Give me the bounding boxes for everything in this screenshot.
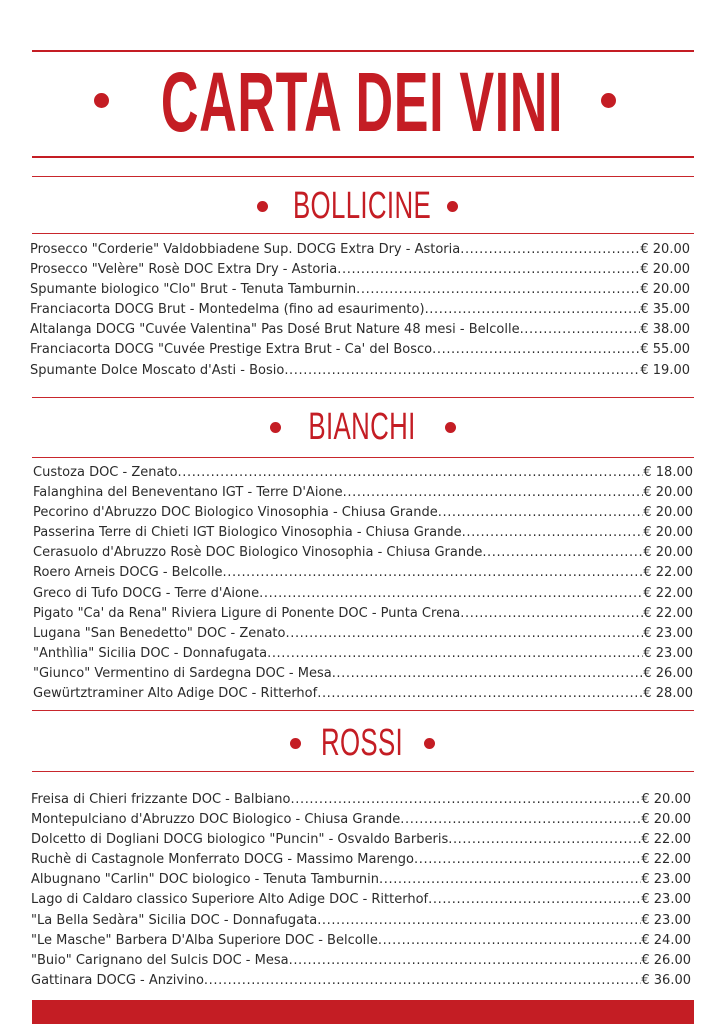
wine-name: Prosecco "Corderie" Valdobbiadene Sup. DOCG Extra Dry - Astoria	[30, 242, 461, 257]
wine-price: € 26.00	[641, 952, 691, 968]
bollicine-end-rule	[32, 397, 694, 398]
dot-leader	[378, 933, 641, 948]
dot-leader	[343, 485, 644, 500]
wine-name: Gattinara DOCG - Anzivino	[31, 972, 204, 988]
wine-price: € 22.00	[643, 605, 693, 621]
title-left-bullet	[94, 93, 109, 108]
wine-name: Spumante biologico "Clo" Brut - Tenuta Tamburnin	[30, 282, 357, 298]
dot-leader	[267, 646, 643, 661]
wine-row	[33, 606, 693, 626]
dot-leader	[337, 262, 640, 277]
wine-row	[33, 686, 693, 706]
bianchi-end-rule	[32, 710, 694, 711]
wine-price: € 20.00	[643, 485, 693, 501]
wine-price: € 20.00	[641, 792, 691, 807]
wine-name: Dolcetto di Dogliani DOCG biologico "Puncin" - Osvaldo Barberis	[31, 832, 449, 848]
wine-row	[30, 342, 690, 362]
wine-price: € 22.00	[643, 565, 693, 581]
wine-row	[30, 242, 690, 262]
wine-row	[33, 586, 693, 606]
wine-price: € 23.00	[641, 872, 691, 888]
dot-leader	[460, 242, 640, 257]
section-heading-bollicine: BOLLICINE	[292, 185, 432, 227]
dot-leader	[438, 505, 644, 520]
dot-leader	[259, 586, 643, 601]
wine-name: Passerina Terre di Chieti IGT Biologico Vinosophia - Chiusa Grande	[33, 525, 462, 541]
wine-row	[33, 465, 693, 485]
section-heading-rossi: ROSSI	[320, 722, 404, 764]
wine-price: € 20.00	[641, 812, 691, 828]
wine-name: Lugana "San Benedetto" DOC - Zenato	[33, 625, 286, 641]
wine-price: € 23.00	[643, 645, 693, 661]
wine-price: € 20.00	[643, 545, 693, 561]
bianchi-wine-list	[33, 465, 693, 706]
dot-leader	[204, 973, 641, 988]
bollicine-right-bullet	[447, 201, 458, 212]
wine-price: € 20.00	[640, 282, 690, 298]
wine-price: € 20.00	[643, 525, 693, 541]
wine-price: € 22.00	[643, 585, 693, 601]
wine-row	[31, 832, 691, 852]
dot-leader	[356, 282, 640, 297]
wine-price: € 24.00	[641, 932, 691, 948]
dot-leader	[178, 465, 644, 480]
bianchi-bottom-rule	[32, 457, 694, 458]
wine-price: € 36.00	[641, 972, 691, 988]
title-top-rule	[32, 50, 694, 52]
wine-row	[33, 565, 693, 585]
dot-leader	[284, 363, 640, 378]
wine-row	[33, 626, 693, 646]
wine-name: Ruchè di Castagnole Monferrato DOCG - Massimo Marengo	[31, 852, 414, 868]
wine-name: Altalanga DOCG "Cuvée Valentina" Pas Dosé Brut Nature 48 mesi - Belcolle	[30, 322, 520, 338]
wine-name: Custoza DOC - Zenato	[33, 465, 178, 480]
bollicine-bottom-rule	[32, 233, 694, 234]
wine-price: € 38.00	[640, 322, 690, 338]
wine-name: Lago di Caldaro classico Superiore Alto Adige DOC - Ritterhof	[31, 892, 429, 908]
wine-price: € 55.00	[640, 342, 690, 358]
wine-name: Roero Arneis DOCG - Belcolle	[33, 565, 223, 581]
page-title: CARTA DEI VINI	[160, 55, 564, 149]
wine-row	[30, 363, 690, 383]
rossi-right-bullet	[424, 738, 435, 749]
wine-price: € 18.00	[643, 465, 693, 480]
wine-name: Pigato "Ca' da Rena" Riviera Ligure di Ponente DOC - Punta Crena	[33, 605, 461, 621]
wine-row	[30, 262, 690, 282]
rossi-wine-list	[31, 792, 691, 993]
dot-leader	[448, 832, 641, 847]
wine-row	[31, 973, 691, 993]
dot-leader	[332, 666, 644, 681]
wine-price: € 22.00	[641, 832, 691, 848]
dot-leader	[425, 302, 641, 317]
wine-name: Freisa di Chieri frizzante DOC - Balbiano	[31, 792, 291, 807]
title-bottom-rule	[32, 156, 694, 158]
wine-row	[31, 953, 691, 973]
dot-leader	[379, 872, 641, 887]
wine-price: € 20.00	[640, 262, 690, 278]
footer-bar	[32, 1000, 694, 1024]
bollicine-top-rule	[32, 176, 694, 177]
wine-name: Greco di Tufo DOCG - Terre d'Aione	[33, 585, 260, 601]
dot-leader	[462, 525, 644, 540]
wine-price: € 28.00	[643, 686, 693, 702]
wine-row	[33, 485, 693, 505]
dot-leader	[520, 322, 641, 337]
wine-row	[31, 913, 691, 933]
wine-name: Montepulciano d'Abruzzo DOC Biologico - Chiusa Grande	[31, 812, 401, 828]
wine-name: Pecorino d'Abruzzo DOC Biologico Vinosophia - Chiusa Grande	[33, 505, 438, 521]
wine-row	[31, 812, 691, 832]
wine-name: "La Bella Sedàra" Sicilia DOC - Donnafugata	[31, 912, 318, 928]
wine-name: Franciacorta DOCG "Cuvée Prestige Extra Brut - Ca' del Bosco	[30, 342, 433, 358]
wine-name: "Anthìlia" Sicilia DOC - Donnafugata	[33, 645, 268, 661]
wine-price: € 23.00	[641, 912, 691, 928]
wine-price: € 23.00	[641, 892, 691, 908]
wine-price: € 22.00	[641, 852, 691, 868]
wine-name: Prosecco "Velère" Rosè DOC Extra Dry - Astoria	[30, 262, 338, 278]
wine-row	[33, 545, 693, 565]
wine-name: Gewürtztraminer Alto Adige DOC - Ritterhof	[33, 686, 318, 702]
wine-row	[31, 892, 691, 912]
wine-price: € 26.00	[643, 665, 693, 681]
bianchi-right-bullet	[445, 422, 456, 433]
wine-row	[33, 646, 693, 666]
dot-leader	[428, 892, 641, 907]
wine-row	[33, 666, 693, 686]
wine-name: "Giunco" Vermentino di Sardegna DOC - Mesa	[33, 665, 332, 681]
dot-leader	[432, 342, 640, 357]
dot-leader	[482, 545, 643, 560]
wine-row	[33, 525, 693, 545]
wine-row	[30, 282, 690, 302]
dot-leader	[414, 852, 641, 867]
wine-row	[31, 872, 691, 892]
rossi-bottom-rule	[32, 771, 694, 772]
wine-name: Franciacorta DOCG Brut - Montedelma (fino ad esaurimento)	[30, 302, 425, 318]
section-heading-bianchi: BIANCHI	[308, 406, 416, 448]
wine-row	[30, 322, 690, 342]
title-right-bullet	[601, 93, 616, 108]
dot-leader	[317, 913, 641, 928]
wine-price: € 23.00	[643, 625, 693, 641]
wine-name: Spumante Dolce Moscato d'Asti - Bosio	[30, 362, 285, 378]
wine-name: Albugnano "Carlin" DOC biologico - Tenuta Tamburnin	[31, 872, 379, 888]
wine-row	[31, 852, 691, 872]
wine-price: € 19.00	[640, 362, 690, 378]
dot-leader	[400, 812, 641, 827]
dot-leader	[289, 953, 642, 968]
dot-leader	[291, 792, 642, 807]
wine-price: € 20.00	[643, 505, 693, 521]
wine-name: "Buio" Carignano del Sulcis DOC - Mesa	[31, 952, 289, 968]
dot-leader	[460, 606, 643, 621]
wine-name: Cerasuolo d'Abruzzo Rosè DOC Biologico Vinosophia - Chiusa Grande	[33, 545, 483, 561]
wine-name: "Le Masche" Barbera D'Alba Superiore DOC - Belcolle	[31, 932, 378, 948]
wine-row	[31, 792, 691, 812]
wine-row	[30, 302, 690, 322]
dot-leader	[223, 565, 644, 580]
dot-leader	[285, 626, 643, 641]
wine-name: Falanghina del Beneventano IGT - Terre D'Aione	[33, 485, 343, 501]
wine-row	[33, 505, 693, 525]
wine-price: € 20.00	[640, 242, 690, 257]
bollicine-wine-list	[30, 242, 690, 383]
dot-leader	[317, 686, 643, 701]
wine-row	[31, 933, 691, 953]
wine-price: € 35.00	[640, 302, 690, 318]
